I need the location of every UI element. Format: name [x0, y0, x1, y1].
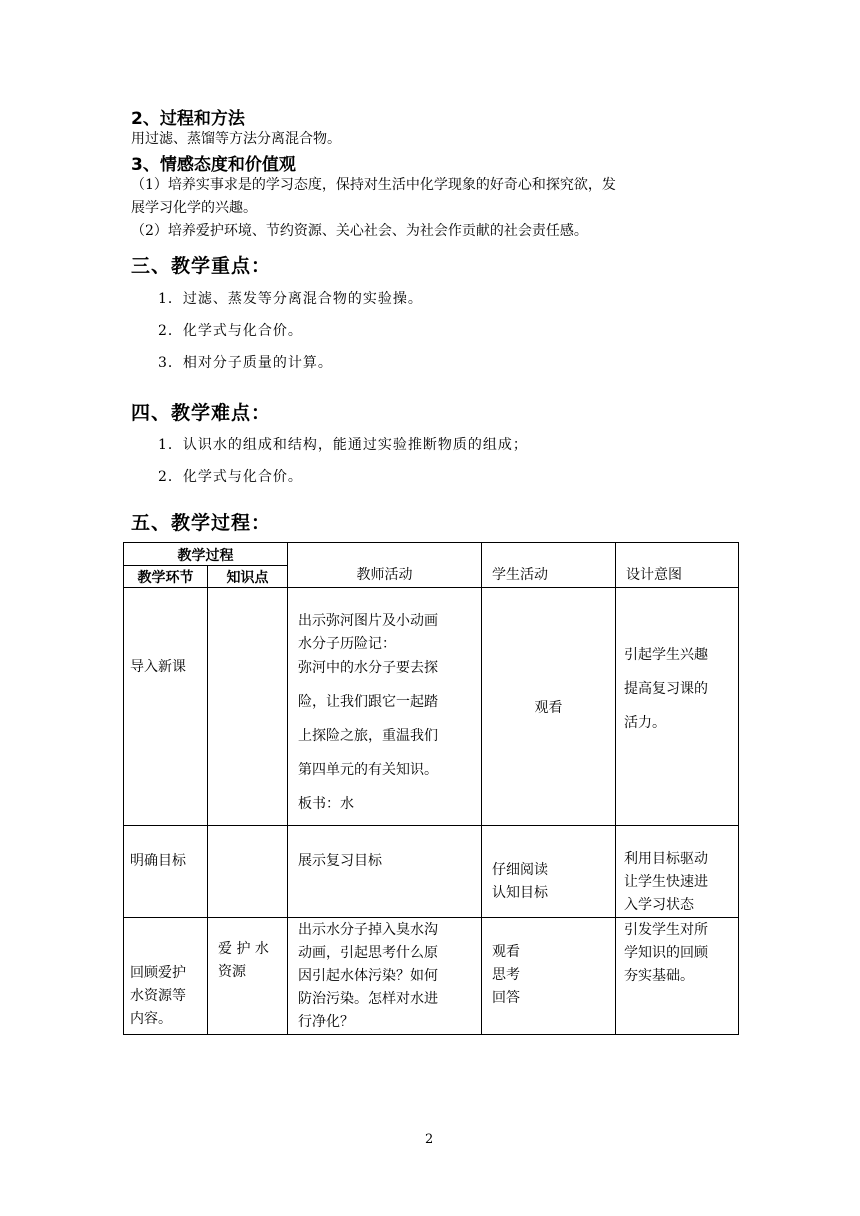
header-stage: 教学环节: [124, 566, 208, 588]
table-row: [124, 918, 739, 1035]
table-group-header-row: [124, 543, 739, 566]
cell-student-activity: 仔细阅读 认知目标: [482, 826, 616, 918]
table-group-header: 教学过程: [124, 543, 288, 566]
difficulty-item: 1．认识水的组成和结构，能通过实验推断物质的组成；: [158, 437, 528, 453]
table-row: [124, 826, 739, 918]
key-point-item: 3．相对分子质量的计算。: [158, 355, 333, 371]
cell-teacher-activity: 出示水分子掉入臭水沟 动画，引起思考什么原 因引起水体污染？如何 防治污染。怎样对水进 行净化？: [288, 918, 482, 1035]
process-heading: 五、教学过程：: [131, 512, 272, 534]
section-3-item2: （2）培养爱护环境、节约资源、关心社会、为社会作贡献的社会责任感。: [131, 223, 588, 239]
cell-design-intent: 利用目标驱动 让学生快速进 入学习状态: [616, 826, 739, 918]
key-point-item: 1．过滤、蒸发等分离混合物的实验操。: [158, 291, 423, 307]
section-3-title: 3、情感态度和价值观: [131, 155, 296, 175]
difficulties-heading: 四、教学难点：: [131, 402, 272, 424]
teaching-process-table: [123, 542, 739, 1035]
page-number: 2: [425, 1132, 434, 1147]
section-3-item1-line1: （1）培养实事求是的学习态度，保持对生活中化学现象的好奇心和探究欲，发: [131, 177, 616, 193]
key-points-heading: 三、教学重点：: [131, 255, 272, 277]
cell-knowledge: [208, 826, 288, 918]
cell-design-intent: 引发学生对所 学知识的回顾 夯实基础。: [616, 918, 739, 1035]
cell-teacher-activity: 展示复习目标: [288, 826, 482, 918]
section-2-title: 2、过程和方法: [131, 109, 245, 129]
header-student-activity: 学生活动: [482, 543, 616, 588]
key-point-item: 2．化学式与化合价。: [158, 323, 303, 339]
cell-stage: 明确目标: [124, 826, 208, 918]
cell-stage: 回顾爱护 水资源等 内容。: [124, 918, 208, 1035]
cell-student-activity: 观看 思考 回答: [482, 918, 616, 1035]
header-design-intent: 设计意图: [616, 543, 739, 588]
header-knowledge: 知识点: [208, 566, 288, 588]
cell-knowledge: 爱 护 水 资源: [208, 918, 288, 1035]
section-2-text: 用过滤、蒸馏等方法分离混合物。: [131, 131, 341, 147]
difficulty-item: 2．化学式与化合价。: [158, 469, 303, 485]
cell-knowledge: [208, 588, 288, 826]
cell-teacher-activity: 出示弥河图片及小动画 水分子历险记： 弥河中的水分子要去探 险，让我们跟它一起踏 上探险之旅，重温我们 第四单元的有关知识。 板书：水: [288, 588, 482, 826]
cell-design-intent: 引起学生兴趣 提高复习课的 活力。: [616, 588, 739, 826]
cell-stage: 导入新课: [124, 588, 208, 826]
cell-student-activity: 观看: [482, 588, 616, 826]
header-teacher-activity: 教师活动: [288, 543, 482, 588]
section-3-item1-line2: 展学习化学的兴趣。: [131, 200, 257, 216]
table-row: [124, 588, 739, 826]
